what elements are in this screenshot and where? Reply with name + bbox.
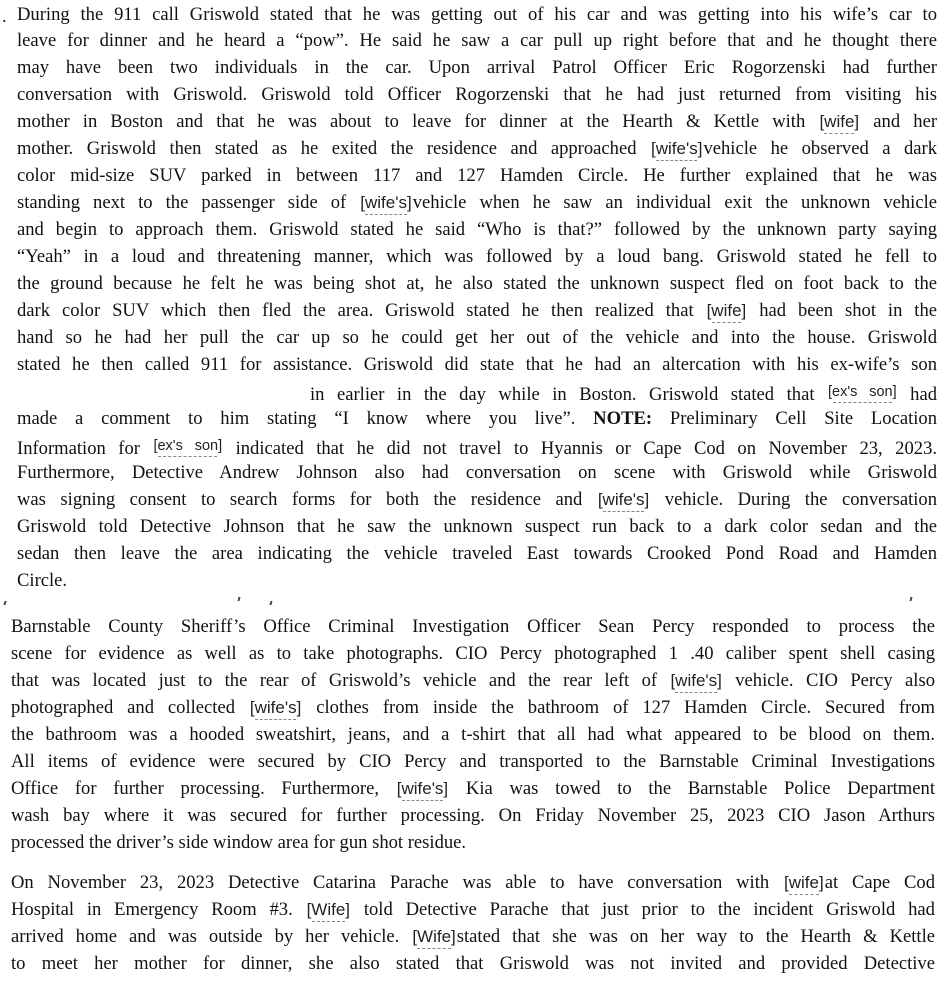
redaction-label: [wife's] [670, 671, 722, 690]
note-label: NOTE: [593, 408, 653, 429]
text-line: processed the driver’s side window area for gun shot residue. [11, 832, 467, 853]
redaction-label: [wife] [706, 301, 747, 320]
text-line: and begin to approach them. Griswold stated he said “Who is that?” followed by the unknown party saying [17, 219, 937, 240]
text-line: may have been two individuals in the car. Upon arrival Patrol Officer Eric Rogorzenski had further [17, 57, 937, 78]
redaction-label: [wife's] [396, 779, 449, 798]
redaction-label: [wife's] [249, 698, 302, 717]
redaction-label: [wife's] [360, 193, 412, 212]
redaction-label: [Wife] [306, 900, 351, 919]
text-line: On November 23, 2023 Detective Catarina Parache was able to have conversation with [wife]at Cape Cod [11, 872, 936, 893]
text-line: “Yeah” in a loud and threatening manner, which was followed by a loud bang. Griswold stated he fell to [17, 246, 937, 267]
text-line: During the 911 call Griswold stated that he was getting out of his car and was getting into his wife’s car to [17, 4, 937, 25]
text-line: in earlier in the day while in Boston. Griswold stated that [ex's son] had [310, 384, 937, 405]
scan-speck [237, 597, 240, 601]
text-line: sedan then leave the area indicating the vehicle traveled East towards Crooked Pond Road and Hamden [17, 543, 937, 564]
text-line: Office for further processing. Furthermore, [wife's] Kia was towed to the Barnstable Police Department [11, 778, 935, 799]
text-line: Furthermore, Detective Andrew Johnson also had conversation on scene with Griswold while Griswold [17, 462, 937, 483]
text-line: mother. Griswold then stated as he exited the residence and approached [wife's]vehicle he observed a dark [17, 138, 937, 159]
text-line: color mid-size SUV parked in between 117 and 127 Hamden Circle. He further explained that he was [17, 165, 937, 186]
scan-speck [269, 601, 272, 605]
redaction-label: [ex's son] [827, 384, 897, 400]
text-line: mother in Boston and that he was about to leave for dinner at the Hearth & Kettle with [wife] and her [17, 111, 938, 132]
redaction-label: [wife's] [597, 490, 650, 509]
text-line: wash bay where it was secured for further processing. On Friday November 25, 2023 CIO Jason Arthurs [11, 805, 935, 826]
scan-speck [3, 601, 6, 605]
text-line: hand so he had her pull the car up so he could get her out of the vehicle and into the house. Griswold [17, 327, 937, 348]
text-line: Information for [ex's son] indicated that he did not travel to Hyannis or Cape Cod on November 23, 2023. [17, 438, 938, 459]
text-line: Circle. [17, 570, 68, 591]
text-line: Hospital in Emergency Room #3. [Wife] told Detective Parache that just prior to the incident Griswold had [11, 899, 935, 920]
text-line: dark color SUV which then fled the area. Griswold stated he then realized that [wife] had been shot in the [17, 300, 938, 321]
text-line: that was located just to the rear of Griswold’s vehicle and the rear left of [wife's] vehicle. CIO Percy also [11, 670, 935, 691]
text-line: All items of evidence were secured by CIO Percy and transported to the Barnstable Criminal Investigations [11, 751, 935, 772]
text-line: Griswold told Detective Johnson that he saw the unknown suspect run back to a dark color sedan and the [17, 516, 937, 537]
text-line: standing next to the passenger side of [wife's]vehicle when he saw an individual exit the unknown vehicle [17, 192, 937, 213]
text-line: leave for dinner and he heard a “pow”. He said he saw a car pull up right before that and he thought there [17, 30, 937, 51]
scan-speck [909, 597, 912, 601]
text-line: scene for evidence as well as to take photographs. CIO Percy photographed 1 .40 caliber spent shell casing [11, 643, 935, 664]
text-line: to meet her mother for dinner, she also stated that Griswold was not invited and provided Detective [11, 953, 935, 974]
text-line: photographed and collected [wife's] clothes from inside the bathroom of 127 Hamden Circle. Secured from [11, 697, 935, 718]
redaction-label: [wife] [784, 873, 824, 892]
redaction-label: [wife] [819, 112, 860, 131]
text-line: conversation with Griswold. Griswold told Officer Rogorzenski that he had just returned from visiting his [17, 84, 937, 105]
text-line: made a comment to him stating “I know where you live”. NOTE: Preliminary Cell Site Location [17, 408, 937, 429]
redaction-label: [wife's] [651, 139, 703, 158]
bullet-marker: . [2, 6, 7, 26]
text-line: the ground because he felt he was being shot at, he also stated the unknown suspect fled on foot back to the [17, 273, 937, 294]
text-line: arrived home and was outside by her vehicle. [Wife]stated that she was on her way to the Hearth & Kettle [11, 926, 936, 947]
text-line: Barnstable County Sheriff’s Office Criminal Investigation Officer Sean Percy responded to process the [11, 616, 935, 637]
redaction-label: [Wife] [412, 927, 456, 946]
text-line: stated he then called 911 for assistance. Griswold did state that he had an altercation with his ex-wife’s son [17, 354, 937, 375]
text-line: was signing consent to search forms for both the residence and [wife's] vehicle. During the conversation [17, 489, 938, 510]
text-line: the bathroom was a hooded sweatshirt, jeans, and a t-shirt that all had what appeared to be blood on them. [11, 724, 935, 745]
redaction-label: [ex's son] [153, 438, 223, 454]
